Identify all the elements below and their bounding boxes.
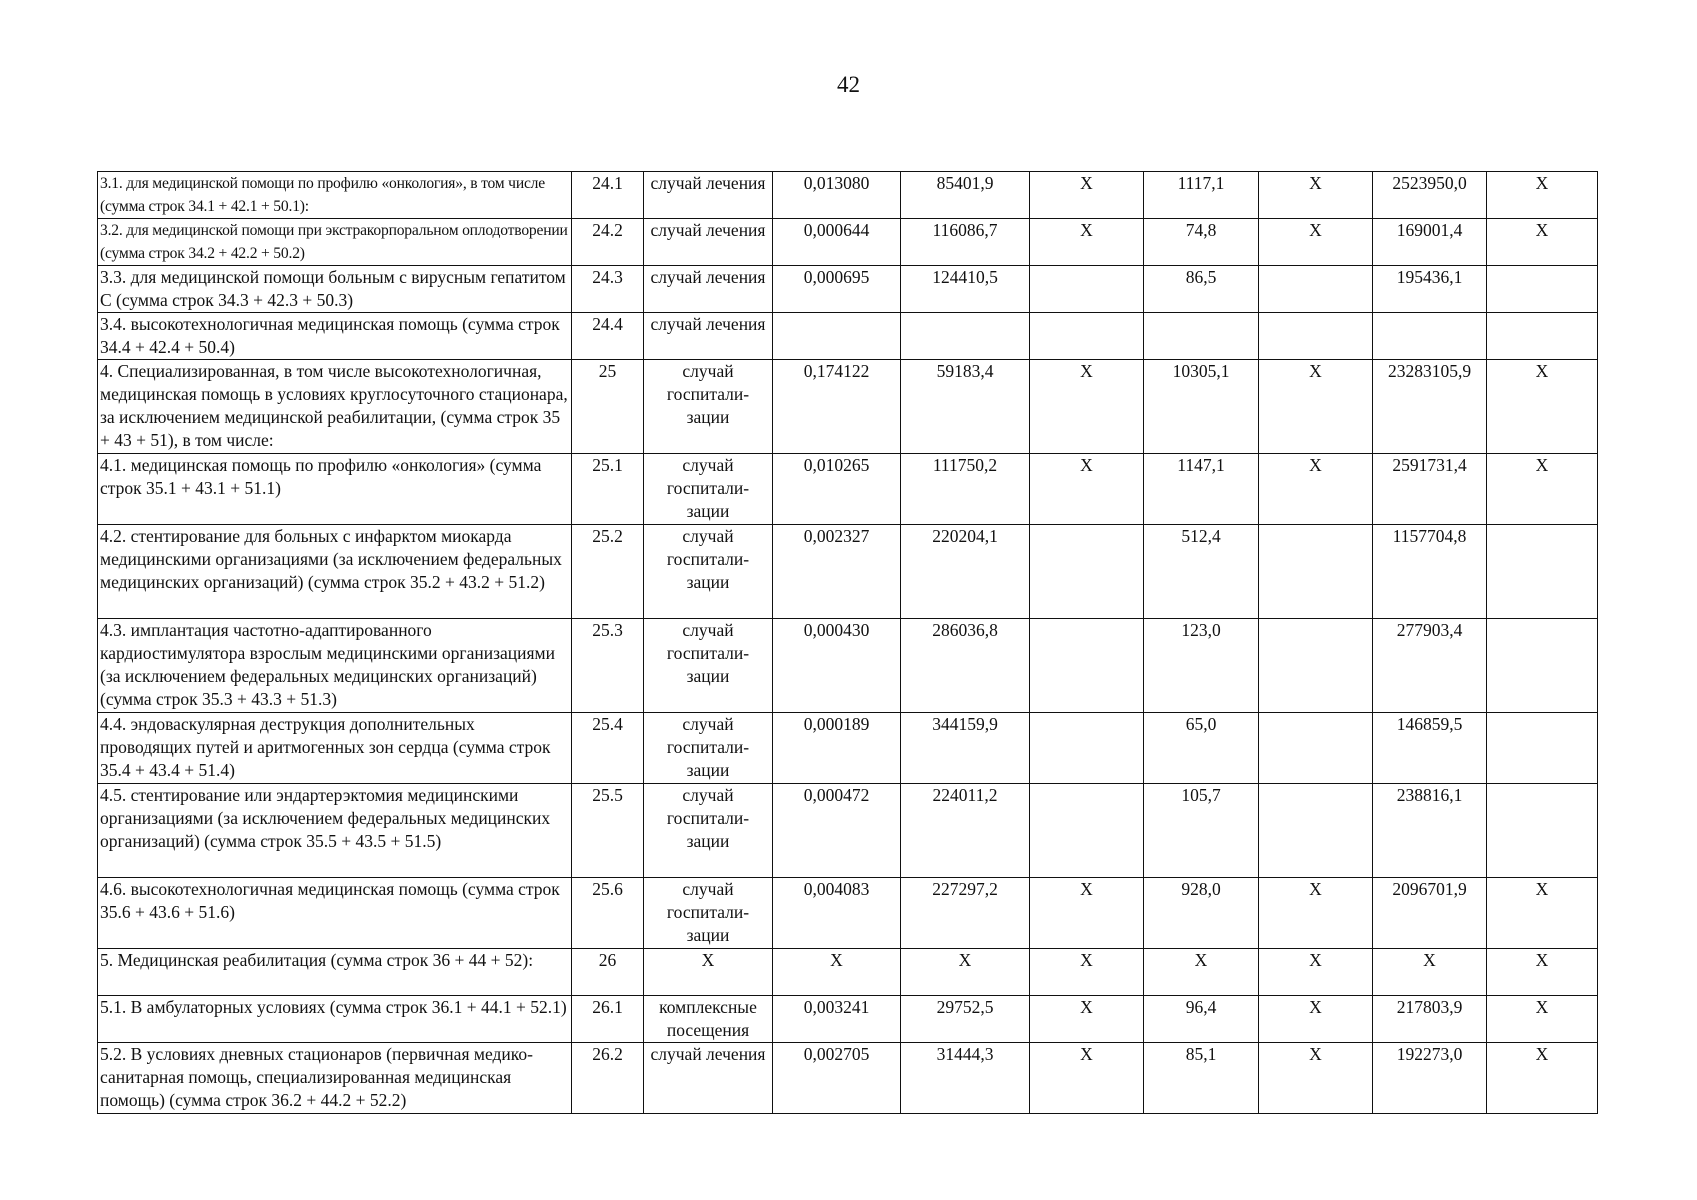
row-value-cell: 111750,2 bbox=[901, 454, 1030, 525]
row-value-cell: 29752,5 bbox=[901, 996, 1030, 1043]
row-value-cell: 123,0 bbox=[1144, 619, 1259, 713]
row-value-cell: X bbox=[1259, 360, 1373, 454]
row-line-cell: 24.2 bbox=[572, 219, 644, 266]
row-value-cell: X bbox=[1259, 219, 1373, 266]
row-value-cell: 0,004083 bbox=[773, 878, 901, 949]
table-row bbox=[98, 360, 1598, 454]
row-value-cell bbox=[1487, 619, 1598, 713]
row-name-cell: 5.1. В амбулаторных условиях (сумма строк 36.1 + 44.1 + 52.1) bbox=[98, 996, 572, 1043]
row-line-cell: 25.5 bbox=[572, 784, 644, 878]
row-value-cell: 169001,4 bbox=[1373, 219, 1487, 266]
row-value-cell: 31444,3 bbox=[901, 1043, 1030, 1114]
table-row bbox=[98, 219, 1598, 266]
row-value-cell: X bbox=[1030, 949, 1144, 996]
row-value-cell bbox=[1259, 784, 1373, 878]
row-unit-cell: случай лечения bbox=[644, 313, 773, 360]
tariff-table bbox=[97, 171, 1598, 1114]
row-value-cell: 85,1 bbox=[1144, 1043, 1259, 1114]
row-value-cell: X bbox=[1487, 949, 1598, 996]
row-value-cell: 96,4 bbox=[1144, 996, 1259, 1043]
row-value-cell: X bbox=[1259, 996, 1373, 1043]
row-line-cell: 25.1 bbox=[572, 454, 644, 525]
row-value-cell: 195436,1 bbox=[1373, 266, 1487, 313]
row-line-cell: 25.2 bbox=[572, 525, 644, 619]
row-value-cell: 1157704,8 bbox=[1373, 525, 1487, 619]
row-value-cell bbox=[1487, 266, 1598, 313]
page-number: 42 bbox=[837, 72, 860, 97]
row-line-cell: 26 bbox=[572, 949, 644, 996]
row-unit-cell: случай лечения bbox=[644, 172, 773, 219]
row-name-cell: 4.5. стентирование или эндартерэктомия медицинскими организациями (за исключением федеральных медицинских организаций) (сумма строк 35.5 + 43.5 + 51.5) bbox=[98, 784, 572, 878]
row-value-cell: 0,000189 bbox=[773, 713, 901, 784]
row-value-cell: X bbox=[1373, 949, 1487, 996]
row-value-cell bbox=[1030, 313, 1144, 360]
row-value-cell bbox=[1259, 525, 1373, 619]
row-value-cell: X bbox=[1259, 1043, 1373, 1114]
row-value-cell: 0,000472 bbox=[773, 784, 901, 878]
row-value-cell bbox=[901, 313, 1030, 360]
row-value-cell: X bbox=[1030, 172, 1144, 219]
row-value-cell: 512,4 bbox=[1144, 525, 1259, 619]
table-row bbox=[98, 454, 1598, 525]
row-value-cell bbox=[1373, 313, 1487, 360]
row-name-cell: 4. Специализированная, в том числе высокотехнологичная, медицинская помощь в условиях круглосуточного стационара, за исключением медицинской реабилитации, (сумма строк 35 + 43 + 51), в том числе: bbox=[98, 360, 572, 454]
row-value-cell: 86,5 bbox=[1144, 266, 1259, 313]
row-line-cell: 24.3 bbox=[572, 266, 644, 313]
table-row bbox=[98, 949, 1598, 996]
row-value-cell: X bbox=[773, 949, 901, 996]
row-value-cell bbox=[1030, 525, 1144, 619]
row-unit-cell: случай лечения bbox=[644, 266, 773, 313]
row-value-cell bbox=[1030, 713, 1144, 784]
row-name-cell: 4.2. стентирование для больных с инфарктом миокарда медицинскими организациями (за исключением федеральных медицинских организаций) (сумма строк 35.2 + 43.2 + 51.2) bbox=[98, 525, 572, 619]
row-value-cell: 1147,1 bbox=[1144, 454, 1259, 525]
row-value-cell: X bbox=[1144, 949, 1259, 996]
row-line-cell: 25.6 bbox=[572, 878, 644, 949]
table-row bbox=[98, 525, 1598, 619]
table-row bbox=[98, 996, 1598, 1043]
row-value-cell: X bbox=[1487, 172, 1598, 219]
row-value-cell: 10305,1 bbox=[1144, 360, 1259, 454]
row-value-cell: X bbox=[1487, 219, 1598, 266]
row-unit-cell: случай госпитали-зации bbox=[644, 878, 773, 949]
row-value-cell: 0,002705 bbox=[773, 1043, 901, 1114]
row-value-cell: X bbox=[1259, 454, 1373, 525]
row-value-cell: 2523950,0 bbox=[1373, 172, 1487, 219]
row-value-cell bbox=[1030, 784, 1144, 878]
row-value-cell: 224011,2 bbox=[901, 784, 1030, 878]
row-value-cell bbox=[1144, 313, 1259, 360]
row-value-cell: X bbox=[1030, 219, 1144, 266]
row-value-cell: X bbox=[1487, 878, 1598, 949]
table-row bbox=[98, 172, 1598, 219]
row-name-cell: 4.1. медицинская помощь по профилю «онкология» (сумма строк 35.1 + 43.1 + 51.1) bbox=[98, 454, 572, 525]
row-value-cell: X bbox=[1030, 996, 1144, 1043]
row-unit-cell: X bbox=[644, 949, 773, 996]
row-line-cell: 25.3 bbox=[572, 619, 644, 713]
row-value-cell: 0,000695 bbox=[773, 266, 901, 313]
row-value-cell: 0,002327 bbox=[773, 525, 901, 619]
row-value-cell: 928,0 bbox=[1144, 878, 1259, 949]
table-row bbox=[98, 619, 1598, 713]
row-value-cell: X bbox=[1259, 878, 1373, 949]
row-value-cell: 0,013080 bbox=[773, 172, 901, 219]
row-value-cell: 344159,9 bbox=[901, 713, 1030, 784]
table-body bbox=[98, 172, 1598, 1114]
row-name-cell: 4.4. эндоваскулярная деструкция дополнительных проводящих путей и аритмогенных зон сердца (сумма строк 35.4 + 43.4 + 51.4) bbox=[98, 713, 572, 784]
table-row bbox=[98, 1043, 1598, 1114]
row-value-cell: 59183,4 bbox=[901, 360, 1030, 454]
row-value-cell bbox=[1259, 713, 1373, 784]
row-value-cell: X bbox=[1259, 172, 1373, 219]
row-value-cell: X bbox=[1259, 949, 1373, 996]
row-unit-cell: случай госпитали-зации bbox=[644, 454, 773, 525]
row-value-cell: 1117,1 bbox=[1144, 172, 1259, 219]
row-name-cell: 4.6. высокотехнологичная медицинская помощь (сумма строк 35.6 + 43.6 + 51.6) bbox=[98, 878, 572, 949]
row-value-cell bbox=[1487, 313, 1598, 360]
row-name-cell: 3.1. для медицинской помощи по профилю «онкология», в том числе (сумма строк 34.1 + 42.1 + 50.1): bbox=[98, 172, 572, 219]
row-value-cell: 238816,1 bbox=[1373, 784, 1487, 878]
row-value-cell: 74,8 bbox=[1144, 219, 1259, 266]
row-value-cell: X bbox=[1487, 1043, 1598, 1114]
row-value-cell bbox=[773, 313, 901, 360]
row-value-cell: 0,000644 bbox=[773, 219, 901, 266]
row-value-cell: X bbox=[1487, 360, 1598, 454]
row-value-cell bbox=[1487, 525, 1598, 619]
row-value-cell bbox=[1030, 619, 1144, 713]
row-line-cell: 26.2 bbox=[572, 1043, 644, 1114]
table-row bbox=[98, 784, 1598, 878]
row-line-cell: 25.4 bbox=[572, 713, 644, 784]
row-value-cell bbox=[1487, 713, 1598, 784]
row-name-cell: 3.3. для медицинской помощи больным с вирусным гепатитом С (сумма строк 34.3 + 42.3 + 50.3) bbox=[98, 266, 572, 313]
row-value-cell: X bbox=[1030, 878, 1144, 949]
row-line-cell: 26.1 bbox=[572, 996, 644, 1043]
row-line-cell: 25 bbox=[572, 360, 644, 454]
row-value-cell: 192273,0 bbox=[1373, 1043, 1487, 1114]
row-value-cell: X bbox=[901, 949, 1030, 996]
row-value-cell: 124410,5 bbox=[901, 266, 1030, 313]
row-value-cell: 0,010265 bbox=[773, 454, 901, 525]
row-value-cell: X bbox=[1487, 454, 1598, 525]
row-value-cell: 227297,2 bbox=[901, 878, 1030, 949]
row-name-cell: 4.3. имплантация частотно-адаптированного кардиостимулятора взрослым медицинскими организациями (за исключением федеральных медицинских организаций) (сумма строк 35.3 + 43.3 + 51.3) bbox=[98, 619, 572, 713]
row-value-cell: 220204,1 bbox=[901, 525, 1030, 619]
row-value-cell: 286036,8 bbox=[901, 619, 1030, 713]
row-value-cell: 105,7 bbox=[1144, 784, 1259, 878]
row-value-cell: 0,000430 bbox=[773, 619, 901, 713]
row-line-cell: 24.4 bbox=[572, 313, 644, 360]
row-value-cell bbox=[1259, 313, 1373, 360]
row-value-cell: X bbox=[1030, 454, 1144, 525]
row-value-cell: 2096701,9 bbox=[1373, 878, 1487, 949]
table-row bbox=[98, 713, 1598, 784]
row-value-cell bbox=[1030, 266, 1144, 313]
row-value-cell: 217803,9 bbox=[1373, 996, 1487, 1043]
row-value-cell: 0,174122 bbox=[773, 360, 901, 454]
row-unit-cell: случай госпитали-зации bbox=[644, 784, 773, 878]
row-value-cell: X bbox=[1487, 996, 1598, 1043]
row-line-cell: 24.1 bbox=[572, 172, 644, 219]
row-unit-cell: случай госпитали-зации bbox=[644, 360, 773, 454]
row-value-cell: 2591731,4 bbox=[1373, 454, 1487, 525]
row-unit-cell: случай госпитали-зации bbox=[644, 713, 773, 784]
row-value-cell: 23283105,9 bbox=[1373, 360, 1487, 454]
row-unit-cell: случай госпитали-зации bbox=[644, 525, 773, 619]
row-name-cell: 3.4. высокотехнологичная медицинская помощь (сумма строк 34.4 + 42.4 + 50.4) bbox=[98, 313, 572, 360]
row-value-cell: 65,0 bbox=[1144, 713, 1259, 784]
row-name-cell: 5. Медицинская реабилитация (сумма строк 36 + 44 + 52): bbox=[98, 949, 572, 996]
row-value-cell: 116086,7 bbox=[901, 219, 1030, 266]
row-value-cell: 146859,5 bbox=[1373, 713, 1487, 784]
row-value-cell: 85401,9 bbox=[901, 172, 1030, 219]
row-value-cell: 0,003241 bbox=[773, 996, 901, 1043]
row-unit-cell: случай госпитали-зации bbox=[644, 619, 773, 713]
row-value-cell: 277903,4 bbox=[1373, 619, 1487, 713]
row-value-cell bbox=[1259, 619, 1373, 713]
row-value-cell bbox=[1259, 266, 1373, 313]
row-unit-cell: случай лечения bbox=[644, 219, 773, 266]
row-value-cell: X bbox=[1030, 360, 1144, 454]
table-row bbox=[98, 266, 1598, 313]
row-unit-cell: случай лечения bbox=[644, 1043, 773, 1114]
table-row bbox=[98, 878, 1598, 949]
row-name-cell: 5.2. В условиях дневных стационаров (первичная медико-санитарная помощь, специализированная медицинская помощь) (сумма строк 36.2 + 44.2 + 52.2) bbox=[98, 1043, 572, 1114]
row-name-cell: 3.2. для медицинской помощи при экстракорпоральном оплодотворении (сумма строк 34.2 + 42.2 + 50.2) bbox=[98, 219, 572, 266]
table-row bbox=[98, 313, 1598, 360]
row-value-cell bbox=[1487, 784, 1598, 878]
row-unit-cell: комплексные посещения bbox=[644, 996, 773, 1043]
row-value-cell: X bbox=[1030, 1043, 1144, 1114]
